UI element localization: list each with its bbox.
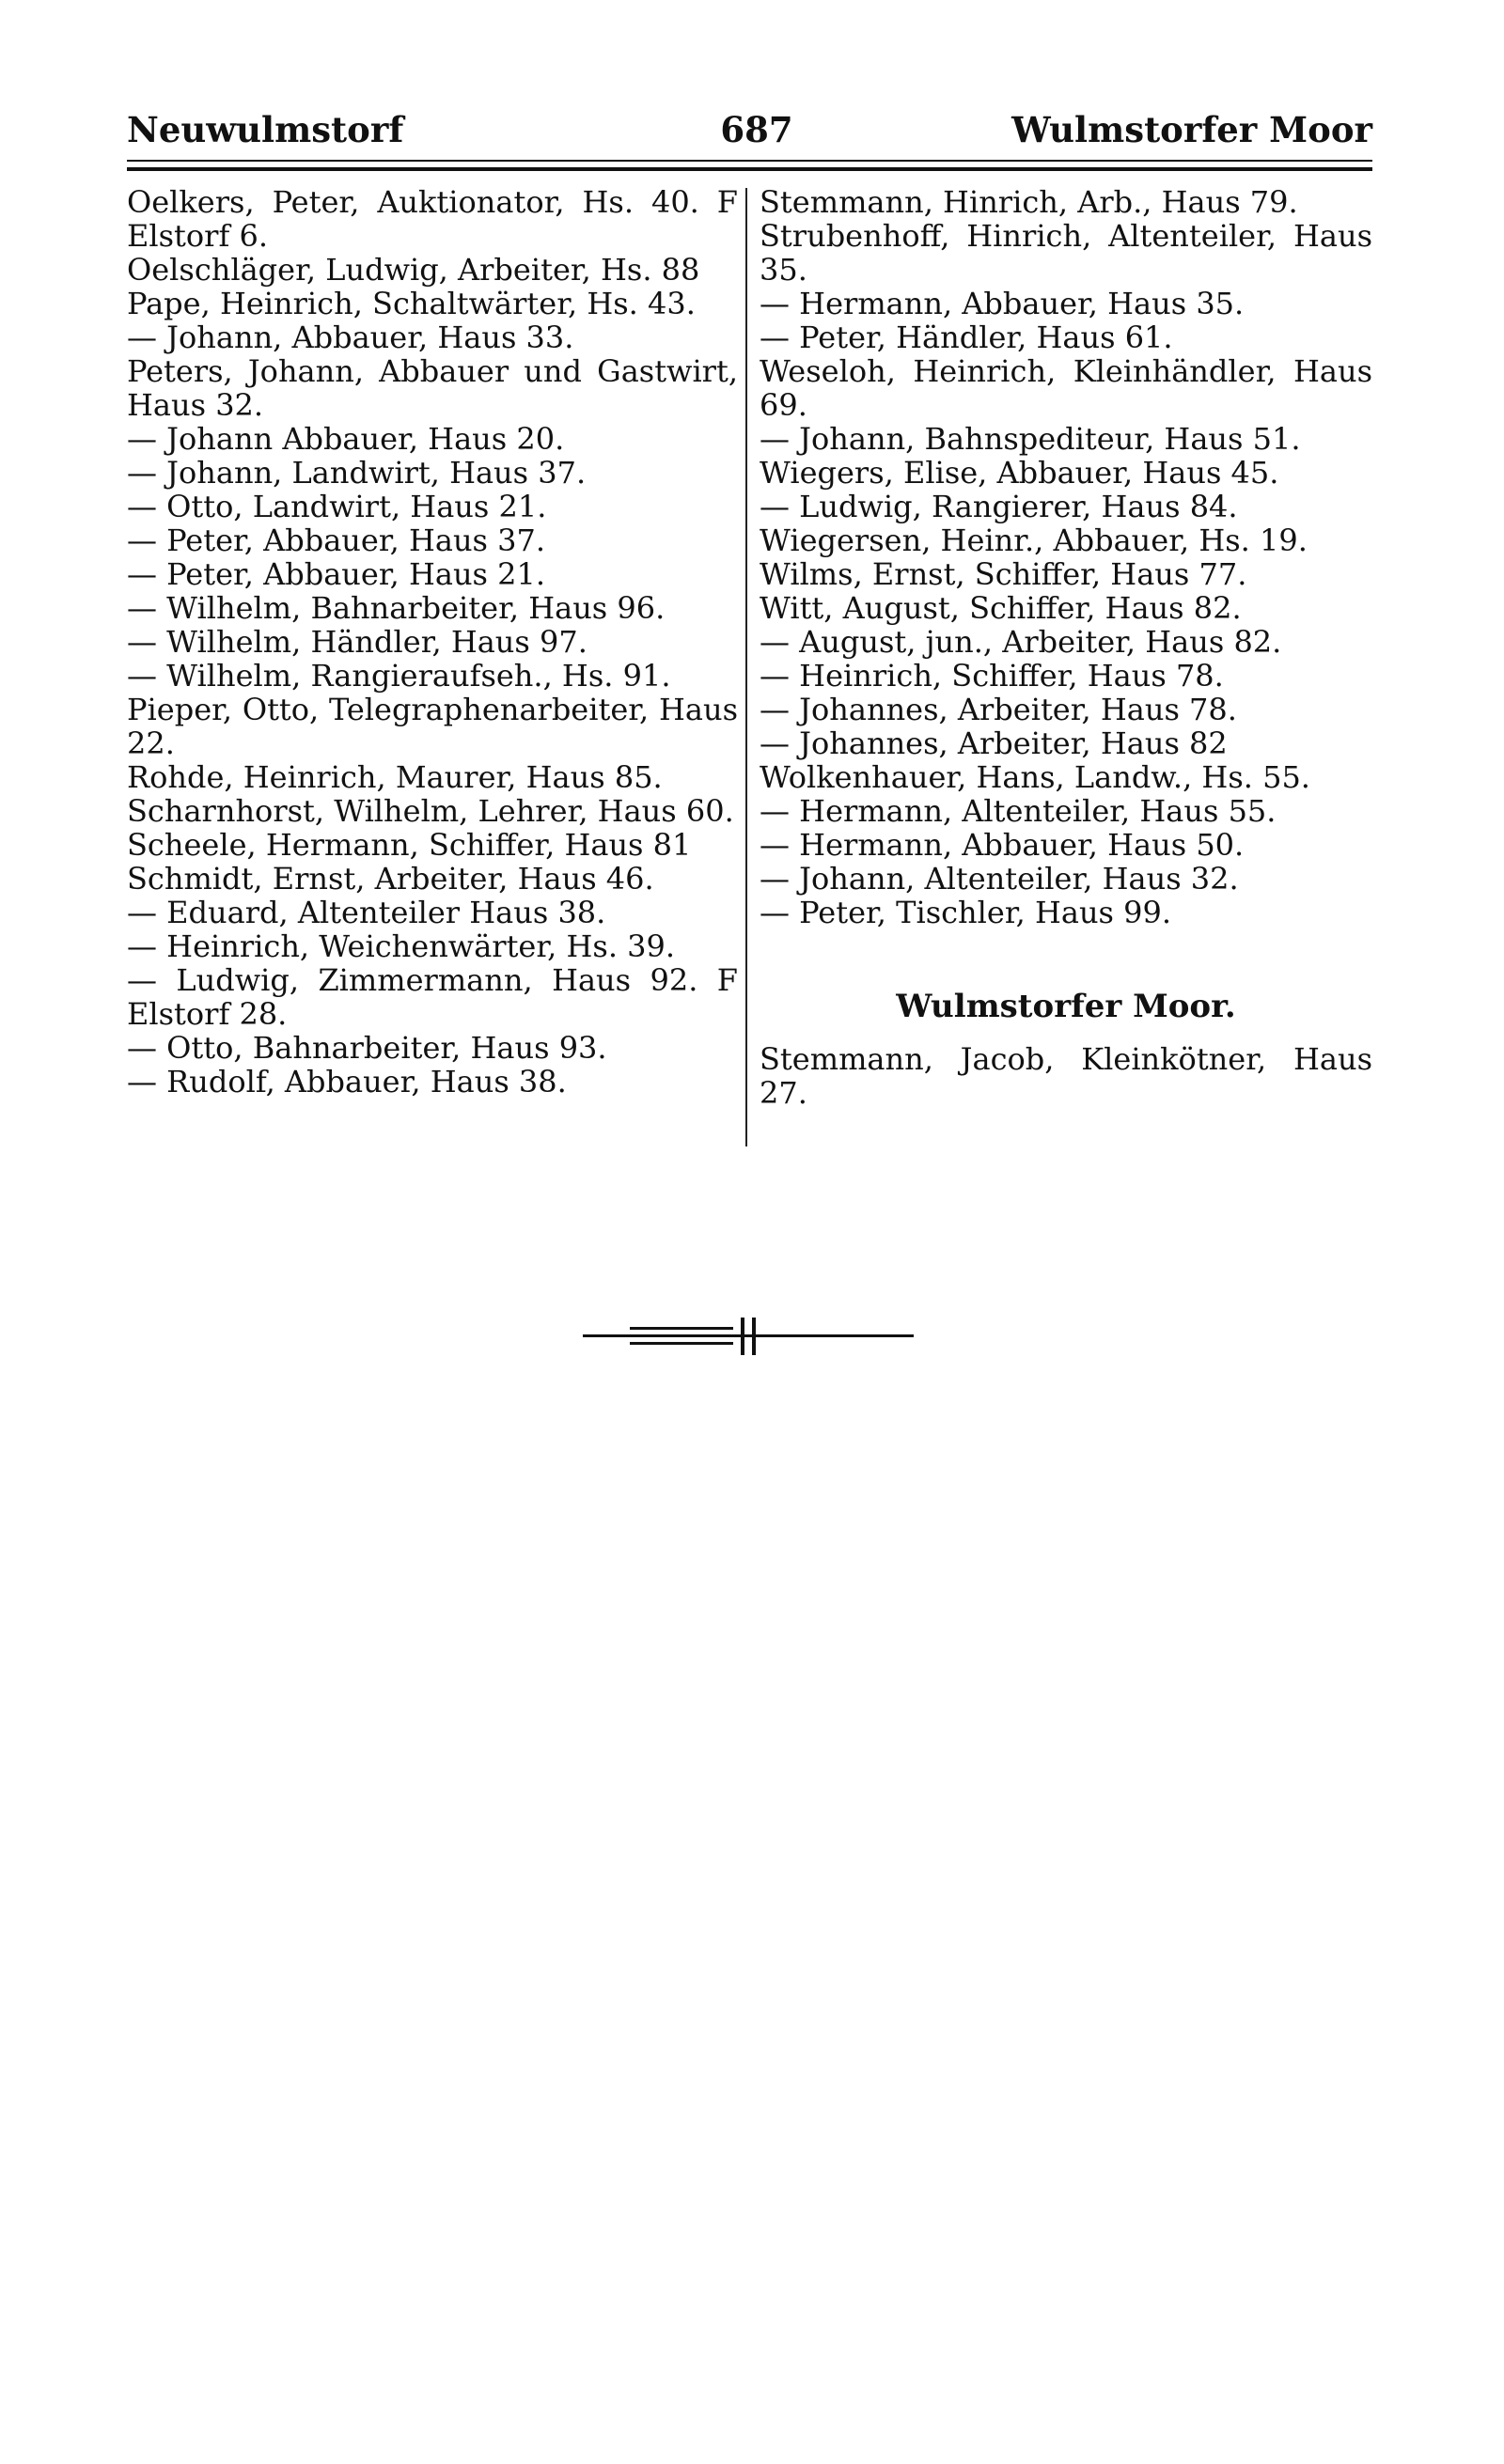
directory-entry: — Hermann, Abbauer, Haus 35. [760,286,1245,321]
directory-entry: Scharnhorst, Wilhelm, Lehrer, Haus 60. [127,793,734,829]
directory-entry: Wolkenhauer, Hans, Landw., Hs. 55. [760,759,1310,795]
directory-entry: Witt, August, Schiffer, Haus 82. [760,590,1242,626]
directory-entry: Rohde, Heinrich, Maurer, Haus 85. [127,759,663,795]
directory-entry: — Wilhelm, Rangieraufseh., Hs. 91. [127,658,671,694]
directory-entry: — Johann, Bahnspediteur, Haus 51. [760,421,1301,457]
directory-entry: — Johannes, Arbeiter, Haus 82 [760,725,1228,761]
directory-entry: — Ludwig, Rangierer, Haus 84. [760,489,1238,524]
directory-entry: — Hermann, Abbauer, Haus 50. [760,827,1245,863]
directory-entry: — Heinrich, Weichenwärter, Hs. 39. [127,928,676,964]
directory-entry: — Johann, Abbauer, Haus 33. [127,320,574,355]
directory-entry: — Peter, Abbauer, Haus 37. [127,522,546,558]
left-column [127,185,738,1099]
directory-entry: Schmidt, Ernst, Arbeiter, Haus 46. [127,861,654,897]
section-heading: Wulmstorfer Moor. [896,988,1236,1025]
directory-entry: — Johann Abbauer, Haus 20. [127,421,565,457]
directory-entry: — Rudolf, Abbauer, Haus 38. [127,1064,567,1099]
directory-entry: Scheele, Hermann, Schiffer, Haus 81 [127,827,692,863]
right-column [760,185,1372,1110]
header-place-right: Wulmstorfer Moor [1011,109,1372,150]
column-divider [745,188,747,1146]
directory-entry: — Eduard, Altenteiler Haus 38. [127,895,606,930]
directory-entry: Stemmann, Jacob, Kleinkötner, Haus 27. [760,1041,1372,1111]
directory-entry: Wiegersen, Heinr., Abbauer, Hs. 19. [760,522,1308,558]
page-number: 687 [720,109,793,150]
directory-entry: Wilms, Ernst, Schiffer, Haus 77. [760,556,1247,592]
directory-entry: — Johannes, Arbeiter, Haus 78. [760,692,1237,727]
directory-entry: — Otto, Bahnarbeiter, Haus 93. [127,1030,607,1066]
directory-entry: — Heinrich, Schiffer, Haus 78. [760,658,1224,694]
directory-entry: — Peter, Abbauer, Haus 21. [127,556,546,592]
directory-entry: — Otto, Landwirt, Haus 21. [127,489,547,524]
directory-entry: Weseloh, Heinrich, Kleinhändler, Haus 69. [760,353,1372,423]
header-rule-thick [127,167,1372,171]
header-rule-thin [127,160,1372,162]
directory-entry: Oelkers, Peter, Auktionator, Hs. 40. F Elstorf 6. [127,184,738,254]
directory-entry: Stemmann, Hinrich, Arb., Haus 79. [760,184,1298,220]
directory-entry: — Ludwig, Zimmermann, Haus 92. F Elstorf 28. [127,962,738,1032]
directory-entry: Pieper, Otto, Telegraphenarbeiter, Haus 22. [127,692,738,761]
directory-entry: — Peter, Tischler, Haus 99. [760,895,1172,930]
directory-entry: Pape, Heinrich, Schaltwärter, Hs. 43. [127,286,696,321]
directory-entry: — Wilhelm, Bahnarbeiter, Haus 96. [127,590,666,626]
ornamental-rule [583,1314,914,1359]
directory-entry: Strubenhoff, Hinrich, Altenteiler, Haus 35. [760,218,1372,288]
directory-entry: — August, jun., Arbeiter, Haus 82. [760,624,1282,660]
directory-entry: — Wilhelm, Händler, Haus 97. [127,624,588,660]
header-place-left: Neuwulmstorf [127,109,404,150]
directory-entry: Peters, Johann, Abbauer und Gastwirt, Haus 32. [127,353,738,423]
directory-entry: — Peter, Händler, Haus 61. [760,320,1173,355]
directory-entry: Wiegers, Elise, Abbauer, Haus 45. [760,455,1279,491]
directory-entry: Oelschläger, Ludwig, Arbeiter, Hs. 88 [127,252,700,288]
directory-entry: — Johann, Landwirt, Haus 37. [127,455,587,491]
directory-entry: — Johann, Altenteiler, Haus 32. [760,861,1239,897]
running-header [127,105,1372,154]
directory-entry: — Hermann, Altenteiler, Haus 55. [760,793,1277,829]
